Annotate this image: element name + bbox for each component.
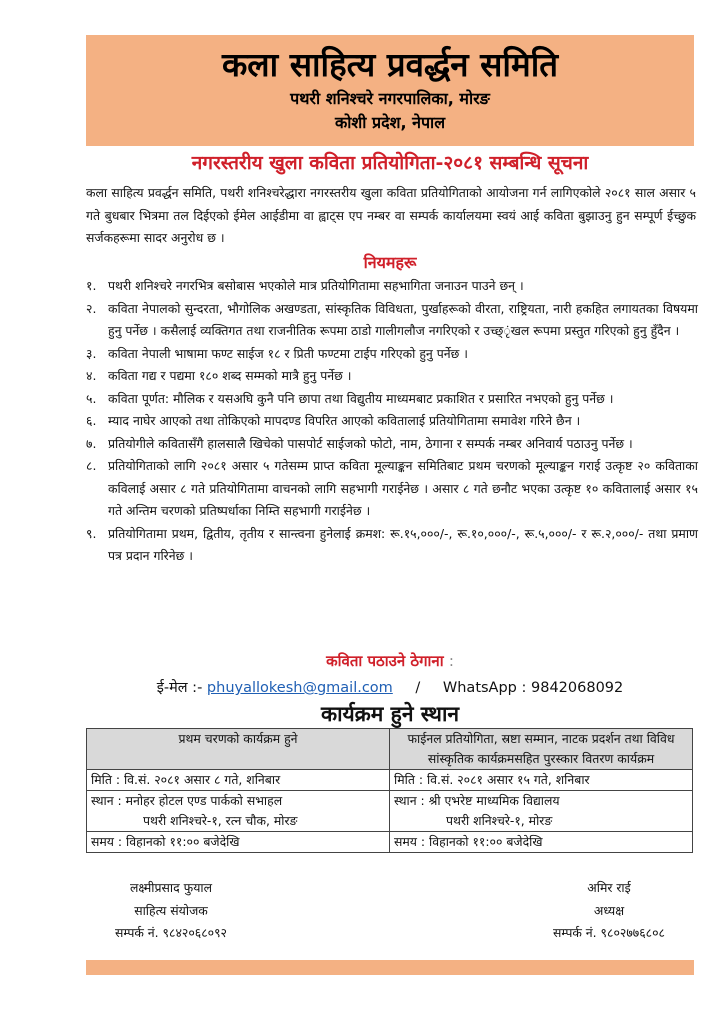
rules-list xyxy=(86,275,698,568)
rule-item xyxy=(86,343,698,366)
rule-item xyxy=(86,455,698,523)
table-row-place xyxy=(87,791,693,832)
col1-header: प्रथम चरणको कार्यक्रम हुने xyxy=(87,729,390,770)
rule-text: कविता नेपालको सुन्दरता, भौगोलिक अखण्डता, सांस्कृतिक विविधता, पुर्खाहरूको वीरता, राष्ट्रियता, नारी हकहित लगायतका विषयमा हुनु पर्नेछ । कसैलाई व्यक्तिगत तथा राजनीतिक रूपमा ठाडो गालीगलौज नगरिएको र उच्छ्ृंखल रूपमा प्रस्तुत गरिएको हुनु हुँदैन । xyxy=(108,300,698,338)
rule-number: ५. xyxy=(86,390,97,406)
col2-place-line1: स्थान : श्री एभरेष्ट माध्यमिक विद्यालय xyxy=(394,793,560,808)
signatory-name: अमिर राई xyxy=(587,880,631,895)
col2-time: समय : विहानको ११:०० बजेदेखि xyxy=(390,832,693,853)
rule-item xyxy=(86,365,698,388)
col2-place xyxy=(390,791,693,832)
rule-number: ८. xyxy=(86,458,97,473)
signature-right xyxy=(524,877,694,945)
municipality: पथरी शनिश्चरे नगरपालिका, मोरङ xyxy=(290,89,490,108)
whatsapp-label: WhatsApp : xyxy=(442,680,527,696)
venue-table xyxy=(86,728,693,853)
rule-number: ६. xyxy=(86,413,97,428)
signatory-contact: सम्पर्क नं. ९८०२७७६८०८ xyxy=(552,925,665,940)
rule-text: पथरी शनिश्चरे नगरभित्र बसोबास भएकोले मात्र प्रतियोगितामा सहभागिता जनाउन पाउने छन् । xyxy=(108,278,524,293)
rule-text: प्रतियोगिताको लागि २०८१ असार ५ गतेसम्म प्राप्त कविता मूल्याङ्कन समितिबाट प्रथम चरणको मूल्याङ्कन गराई उत्कृष्ट २० कविताका कविलाई असार ८ गते प्रतियोगितामा वाचनको लागि सहभागी गराईनेछ । असार ८ गते छनौट भएका उत्कृष्ट १० कवितालाई असार १५ गते अन्तिम चरणको प्रतिष्पर्धाका निम्ति सहभागी गराईनेछ । xyxy=(108,458,698,518)
signatory-role: साहित्य संयोजक xyxy=(134,902,208,918)
rule-item xyxy=(86,523,698,568)
venue-heading: कार्यक्रम हुने स्थान xyxy=(320,702,460,726)
signatory-role: अध्यक्ष xyxy=(593,902,625,918)
header-banner xyxy=(86,35,694,146)
rule-number: १. xyxy=(86,278,97,293)
province: कोशी प्रदेश, नेपाल xyxy=(334,113,446,132)
table-row-date xyxy=(87,770,693,791)
notice-title: नगरस्तरीय खुला कविता प्रतियोगिता-२०८१ सम्बन्धि सूचना xyxy=(191,152,589,174)
col2-date: मिति : वि.सं. २०८१ असार १५ गते, शनिबार xyxy=(390,770,693,791)
signatory-contact: सम्पर्क नं. ९८४२०६८०९२ xyxy=(114,925,227,940)
rule-number: ३. xyxy=(86,345,97,361)
email-label: ई-मेल :- xyxy=(156,680,203,696)
rule-number: ७. xyxy=(86,435,97,451)
rule-text: प्रतियोगितामा प्रथम, द्वितीय, तृतीय र सान्त्वना हुनेलाई क्रमश: रू.१५,०००/-, रू.१०,०००/-, रू.५,०००/- र रू.२,०००/- तथा प्रमाण पत्र प्रदान गरिनेछ । xyxy=(108,525,698,563)
whatsapp-number: 9842068092 xyxy=(531,680,624,696)
rule-item xyxy=(86,275,698,298)
rule-text: कविता पूर्णत: मौलिक र यसअघि कुनै पनि छापा तथा विद्युतीय माध्यमबाट प्रकाशित र प्रसारित नभएको हुनु पर्नेछ । xyxy=(108,390,614,406)
send-heading-text: कविता पठाउने ठेगाना xyxy=(326,652,444,670)
col2-header: फाईनल प्रतियोगिता, स्रष्टा सम्मान, नाटक प्रदर्शन तथा विविध सांस्कृतिक कार्यक्रमसहित पुरस्कार वितरण कार्यक्रम xyxy=(390,729,693,770)
col1-date: मिति : वि.सं. २०८१ असार ८ गते, शनिबार xyxy=(87,770,390,791)
contact-line xyxy=(86,677,694,699)
col2-place-line2: पथरी शनिश्चरे-१, मोरङ xyxy=(446,813,553,828)
rule-text: प्रतियोगीले कवितासँगै हालसालै खिचेको पासपोर्ट साईजको फोटो, नाम, ठेगाना र सम्पर्क नम्बर अनिवार्य पठाउनु पर्नेछ । xyxy=(108,435,633,451)
rule-text: कविता नेपाली भाषामा फण्ट साईज १८ र प्रिती फण्टमा टाईप गरिएको हुनु पर्नेछ । xyxy=(108,345,468,361)
signature-left xyxy=(86,877,256,945)
rule-item xyxy=(86,410,698,433)
email-link[interactable]: phuyallokesh@gmail.com xyxy=(206,680,393,696)
col1-place xyxy=(87,791,390,832)
col1-place-line1: स्थान : मनोहर होटल एण्ड पार्कको सभाहल xyxy=(91,793,283,808)
rules-heading: नियमहरू xyxy=(363,253,417,272)
send-address-heading xyxy=(86,650,694,672)
intro-paragraph: कला साहित्य प्रवर्द्धन समिति, पथरी शनिश्चरेद्धारा नगरस्तरीय खुला कविता प्रतियोगिताको आयोजना गर्न लागिएकोले २०८१ साल असार ५ गते बुधबार भित्रमा तल दिईएको ईमेल आईडीमा वा ह्वाट्स एप नम्बर वा सम्पर्क कार्यालयमा स्वयं आई कविता बुझाउनु हुन सम्पूर्ण ईच्छुक सर्जकहरूमा सादर अनुरोध छ । xyxy=(86,185,696,245)
rule-number: ९. xyxy=(86,525,97,541)
separator: / xyxy=(415,680,421,696)
rule-text: कविता गद्य र पद्यमा १८० शब्द सम्मको मात्रै हुनु पर्नेछ । xyxy=(108,368,352,383)
rule-item xyxy=(86,433,698,456)
rule-item xyxy=(86,388,698,411)
col1-place-line2: पथरी शनिश्चरे-१, रत्न चौक, मोरङ xyxy=(143,813,298,828)
col1-time: समय : विहानको ११:०० बजेदेखि xyxy=(87,832,390,853)
rule-number: २. xyxy=(86,300,97,316)
footer-bar xyxy=(86,960,694,975)
rule-number: ४. xyxy=(86,368,97,383)
table-header-row xyxy=(87,729,693,770)
rule-item xyxy=(86,298,698,343)
signatory-name: लक्ष्मीप्रसाद फुयाल xyxy=(129,880,213,895)
rule-text: म्याद नाघेर आएको तथा तोकिएको मापदण्ड विपरित आएको कवितालाई प्रतियोगितामा समावेश गरिने छैन । xyxy=(108,413,581,428)
table-row-time xyxy=(87,832,693,853)
send-heading-colon: : xyxy=(448,652,454,670)
org-name: कला साहित्य प्रवर्द्धन समिति xyxy=(221,45,559,84)
